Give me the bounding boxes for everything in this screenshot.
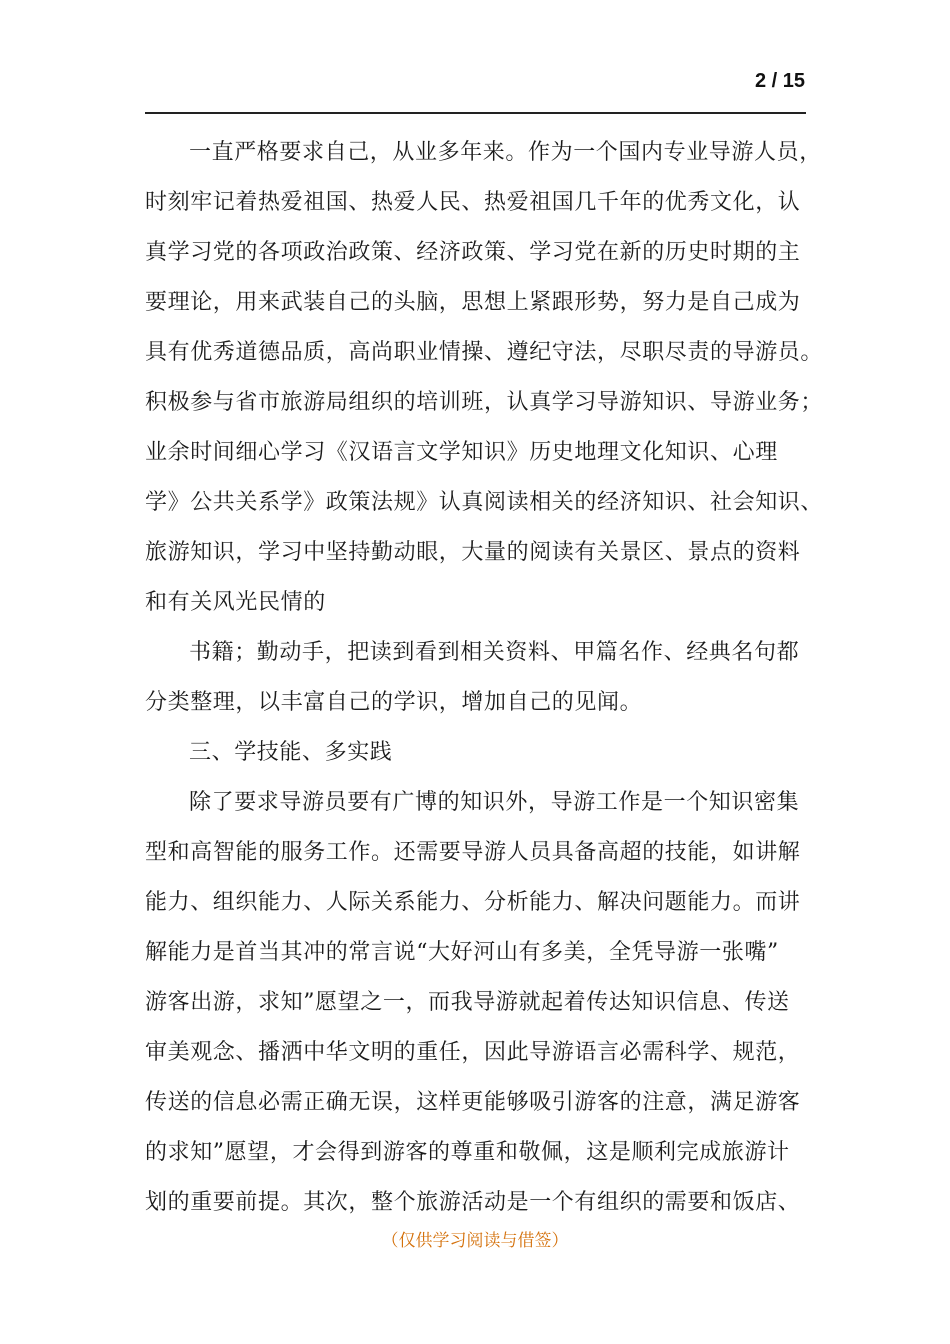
text-line: 一直严格要求自己，从业多年来。作为一个国内专业导游人员，	[189, 140, 822, 165]
text-line: 三、学技能、多实践	[189, 740, 393, 765]
text-line: 传送的信息必需正确无误，这样更能够吸引游客的注意，满足游客	[145, 1090, 801, 1115]
text-line: 书籍；勤动手，把读到看到相关资料、甲篇名作、经典名句都	[189, 640, 800, 665]
text-line: 旅游知识，学习中坚持勤动眼，大量的阅读有关景区、景点的资料	[145, 540, 801, 565]
text-line: 真学习党的各项政治政策、经济政策、学习党在新的历史时期的主	[145, 240, 801, 265]
text-line: 的求知”愿望，才会得到游客的尊重和敬佩，这是顺利完成旅游计	[145, 1140, 790, 1165]
text-line: 业余时间细心学习《汉语言文学知识》历史地理文化知识、心理	[145, 440, 778, 465]
text-line: 具有优秀道德品质，高尚职业情操、遵纪守法，尽职尽责的导游员。	[145, 340, 824, 365]
text-line: 能力、组织能力、人际关系能力、分析能力、解决问题能力。而讲	[145, 890, 801, 915]
text-line: 学》公共关系学》政策法规》认真阅读相关的经济知识、社会知识、	[145, 490, 824, 515]
document-body	[145, 128, 824, 1228]
text-line: 要理论，用来武装自己的头脑，思想上紧跟形势，努力是自己成为	[145, 290, 801, 315]
text-line: 游客出游，求知”愿望之一，而我导游就起着传达知识信息、传送	[145, 990, 790, 1015]
text-line: 审美观念、播洒中华文明的重任，因此导游语言必需科学、规范，	[145, 1040, 801, 1065]
header-divider	[145, 112, 806, 114]
text-line: 除了要求导游员要有广博的知识外，导游工作是一个知识密集	[189, 790, 800, 815]
text-line: 型和高智能的服务工作。还需要导游人员具备高超的技能，如讲解	[145, 840, 801, 865]
text-line: 时刻牢记着热爱祖国、热爱人民、热爱祖国几千年的优秀文化，认	[145, 190, 801, 215]
text-line: 积极参与省市旅游局组织的培训班，认真学习导游知识、导游业务；	[145, 390, 824, 415]
page-number: 2 / 15	[754, 70, 805, 92]
text-line: 和有关风光民情的	[145, 590, 326, 615]
footer-note: （仅供学习阅读与借签）	[381, 1231, 569, 1251]
text-line: 划的重要前提。其次，整个旅游活动是一个有组织的需要和饭店、	[145, 1190, 801, 1215]
text-line: 解能力是首当其冲的常言说“大好河山有多美，全凭导游一张嘴”	[145, 940, 779, 965]
text-line: 分类整理，以丰富自己的学识，增加自己的见闻。	[145, 690, 643, 715]
